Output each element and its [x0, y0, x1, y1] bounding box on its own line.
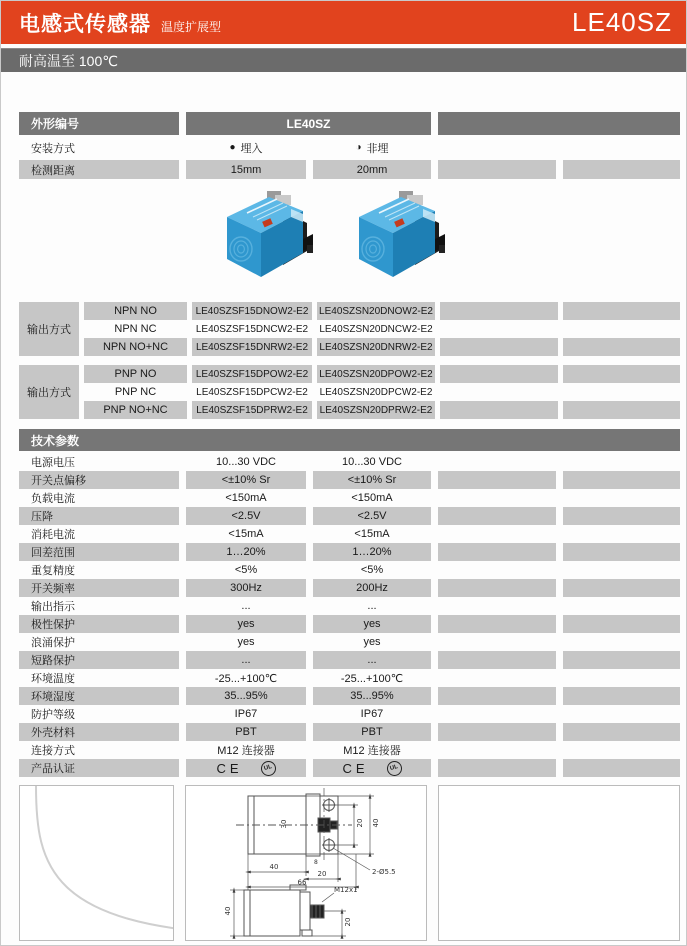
- spec-value: <5%: [360, 564, 384, 576]
- part-number: LE40SZSF15DPRW2-E2: [192, 401, 312, 419]
- part-number: LE40SZSF15DNOW2-E2: [192, 302, 312, 320]
- title-group: [19, 8, 221, 38]
- spec-value: <±10% Sr: [186, 471, 306, 489]
- overview-table: [19, 112, 680, 179]
- header-bar: [1, 1, 686, 44]
- output-group-label: 输出方式: [19, 365, 79, 419]
- svg-text:20: 20: [344, 917, 353, 927]
- spec-label: 输出指示: [31, 601, 75, 613]
- spec-value: 35...95%: [313, 687, 431, 705]
- spec-empty: [563, 525, 680, 543]
- decorative-arc: [20, 786, 174, 940]
- spec-empty: [438, 579, 556, 597]
- distance-empty-1: [438, 160, 556, 179]
- spec-empty: [438, 651, 556, 669]
- spec-label: 回差范围: [19, 543, 179, 561]
- sensor-photo-flush: [219, 187, 315, 279]
- spec-empty: [563, 651, 680, 669]
- part-number: LE40SZSN20DPCW2-E2: [319, 386, 433, 398]
- spec-value: yes: [186, 615, 306, 633]
- output-type: NPN NC: [114, 323, 157, 335]
- spec-label: 重复精度: [31, 565, 75, 577]
- spec-value: yes: [363, 636, 381, 648]
- output-empty: [440, 302, 558, 320]
- ul-mark-icon: UL: [261, 761, 276, 776]
- output-empty: [563, 302, 680, 320]
- svg-text:2-Ø5.5: 2-Ø5.5: [372, 868, 396, 876]
- spec-empty: [438, 723, 556, 741]
- spec-empty: [563, 687, 680, 705]
- spec-value: <15mA: [354, 528, 390, 540]
- spec-empty: [438, 705, 556, 723]
- ce-mark-icon: CE: [216, 760, 243, 776]
- output-table-npn: [19, 302, 680, 356]
- svg-text:30: 30: [280, 819, 289, 829]
- dimension-drawing-box: [185, 785, 426, 941]
- spec-empty: [438, 687, 556, 705]
- mounting-flush-label: 埋入: [240, 142, 263, 155]
- spec-label: 连接方式: [31, 745, 75, 757]
- product-photos: [19, 187, 680, 299]
- spec-empty: [438, 489, 556, 507]
- spec-value: <150mA: [351, 492, 393, 504]
- overview-header-label: 外形编号: [19, 112, 179, 135]
- spec-empty: [563, 453, 680, 471]
- spec-empty: [438, 633, 556, 651]
- distance-value-2: 20mm: [313, 160, 431, 179]
- spec-value: M12 连接器: [217, 745, 275, 757]
- distance-empty-2: [563, 160, 680, 179]
- dimension-drawing: [186, 786, 426, 940]
- spec-value: ...: [241, 600, 251, 612]
- content-area: [19, 112, 680, 941]
- spec-empty: [438, 471, 556, 489]
- halfcircle-icon: ◑: [355, 142, 362, 153]
- part-number: LE40SZSN20DNCW2-E2: [319, 323, 433, 335]
- spec-value: M12 连接器: [343, 745, 401, 757]
- spec-value: IP67: [360, 708, 384, 720]
- spec-empty: [563, 705, 680, 723]
- spec-value: <2.5V: [186, 507, 306, 525]
- spec-label: 产品认证: [19, 759, 179, 777]
- spec-label: 负载电流: [31, 493, 75, 505]
- flush-circle-icon: ●: [229, 142, 236, 153]
- spec-empty: [438, 525, 556, 543]
- spec-label: 压降: [19, 507, 179, 525]
- svg-text:40: 40: [269, 863, 279, 871]
- output-type: PNP NC: [114, 386, 157, 398]
- part-number: LE40SZSN20DNRW2-E2: [317, 338, 435, 356]
- spec-value: 10...30 VDC: [216, 456, 276, 468]
- part-number: LE40SZSN20DPOW2-E2: [317, 365, 435, 383]
- spec-value: PBT: [186, 723, 306, 741]
- feature-banner: 耐高温至 100℃: [1, 48, 686, 72]
- spec-label: 短路保护: [19, 651, 179, 669]
- cert-cell: [313, 759, 431, 777]
- part-number: LE40SZSF15DNRW2-E2: [192, 338, 312, 356]
- spec-value: 300Hz: [186, 579, 306, 597]
- spec-empty: [563, 507, 680, 525]
- spec-empty: [438, 669, 556, 687]
- empty-drawing-box: [438, 785, 680, 941]
- spec-value: yes: [313, 615, 431, 633]
- spec-value: yes: [237, 636, 255, 648]
- spec-empty: [563, 471, 680, 489]
- ce-mark-icon: CE: [342, 760, 369, 776]
- spec-value: -25...+100℃: [214, 672, 278, 685]
- svg-text:M12x1: M12x1: [334, 886, 358, 894]
- spec-label: 开关频率: [19, 579, 179, 597]
- part-number: LE40SZSF15DPOW2-E2: [192, 365, 312, 383]
- spec-empty: [563, 759, 680, 777]
- mounting-nonflush: [313, 138, 431, 157]
- spec-empty: [438, 453, 556, 471]
- spec-value: 1…20%: [186, 543, 306, 561]
- spec-value: <±10% Sr: [313, 471, 431, 489]
- part-number: LE40SZSN20DPRW2-E2: [317, 401, 435, 419]
- output-empty: [563, 338, 680, 356]
- spec-empty: [438, 561, 556, 579]
- spec-empty: [438, 543, 556, 561]
- spec-empty: [563, 489, 680, 507]
- spec-label: 电源电压: [31, 457, 75, 469]
- spec-empty: [438, 759, 556, 777]
- output-empty: [563, 320, 680, 338]
- svg-text:40: 40: [372, 818, 381, 828]
- spec-value: ...: [186, 651, 306, 669]
- output-empty: [440, 365, 558, 383]
- decorative-curve-box: [19, 785, 174, 941]
- spec-value: 1…20%: [313, 543, 431, 561]
- spec-value: 35...95%: [186, 687, 306, 705]
- mounting-empty-2: [563, 138, 680, 157]
- spec-empty: [563, 543, 680, 561]
- output-empty: [440, 320, 558, 338]
- mounting-flush: [186, 138, 306, 157]
- distance-value-1: 15mm: [186, 160, 306, 179]
- cert-cell: [186, 759, 306, 777]
- page-title: 电感式传感器: [19, 12, 151, 36]
- spec-value: PBT: [313, 723, 431, 741]
- output-empty: [563, 365, 680, 383]
- output-type: NPN NO+NC: [84, 338, 187, 356]
- spec-empty: [438, 741, 556, 759]
- spec-value: 200Hz: [313, 579, 431, 597]
- spec-value: <5%: [234, 564, 258, 576]
- output-group-label: 输出方式: [19, 302, 79, 356]
- spec-empty: [563, 669, 680, 687]
- spec-label: 开关点偏移: [19, 471, 179, 489]
- spec-empty: [438, 597, 556, 615]
- overview-header-model: LE40SZ: [186, 112, 431, 135]
- svg-text:20: 20: [356, 818, 365, 828]
- spec-value: <2.5V: [313, 507, 431, 525]
- spec-empty: [438, 615, 556, 633]
- drawing-boxes: [19, 785, 680, 941]
- specs-table: [19, 453, 680, 777]
- overview-header-empty: [438, 112, 680, 135]
- spec-label: 防护等级: [31, 709, 75, 721]
- spec-label: 环境湿度: [19, 687, 179, 705]
- ul-mark-icon: UL: [387, 761, 402, 776]
- spec-label: 消耗电流: [31, 529, 75, 541]
- output-empty: [440, 338, 558, 356]
- mounting-empty-1: [438, 138, 556, 157]
- part-number: LE40SZSN20DNOW2-E2: [317, 302, 435, 320]
- part-number: LE40SZSF15DNCW2-E2: [195, 323, 309, 335]
- model-number: LE40SZ: [572, 7, 672, 37]
- spec-empty: [563, 723, 680, 741]
- spec-empty: [438, 507, 556, 525]
- output-empty: [440, 401, 558, 419]
- spec-value: <150mA: [225, 492, 267, 504]
- spec-empty: [563, 615, 680, 633]
- output-table-pnp: [19, 365, 680, 419]
- spec-label: 环境温度: [31, 673, 75, 685]
- spec-value: ...: [367, 600, 377, 612]
- spec-label: 浪涌保护: [31, 637, 75, 649]
- output-type: PNP NO+NC: [84, 401, 187, 419]
- svg-text:8: 8: [314, 859, 319, 866]
- svg-text:40: 40: [224, 906, 233, 916]
- output-type: NPN NO: [84, 302, 187, 320]
- spec-empty: [563, 579, 680, 597]
- spec-value: 10...30 VDC: [342, 456, 402, 468]
- mounting-nonflush-label: 非埋: [366, 142, 389, 155]
- spec-value: ...: [313, 651, 431, 669]
- svg-text:66: 66: [297, 878, 307, 887]
- output-empty: [563, 401, 680, 419]
- page-subtitle: 温度扩展型: [161, 19, 222, 34]
- output-type: PNP NO: [84, 365, 187, 383]
- spec-label: 极性保护: [19, 615, 179, 633]
- spec-value: -25...+100℃: [340, 672, 404, 685]
- output-empty: [440, 383, 558, 401]
- sensor-photo-nonflush: [351, 187, 447, 279]
- spec-empty: [563, 561, 680, 579]
- mounting-label: 安装方式: [31, 142, 75, 155]
- specs-section-header: 技术参数: [19, 429, 680, 451]
- distance-label: 检测距离: [19, 160, 179, 179]
- spec-empty: [563, 597, 680, 615]
- output-empty: [563, 383, 680, 401]
- spec-value: <15mA: [228, 528, 264, 540]
- part-number: LE40SZSF15DPCW2-E2: [196, 386, 308, 398]
- spec-label: 外壳材料: [19, 723, 179, 741]
- spec-value: IP67: [234, 708, 258, 720]
- spec-empty: [563, 741, 680, 759]
- spec-empty: [563, 633, 680, 651]
- svg-text:20: 20: [317, 870, 327, 878]
